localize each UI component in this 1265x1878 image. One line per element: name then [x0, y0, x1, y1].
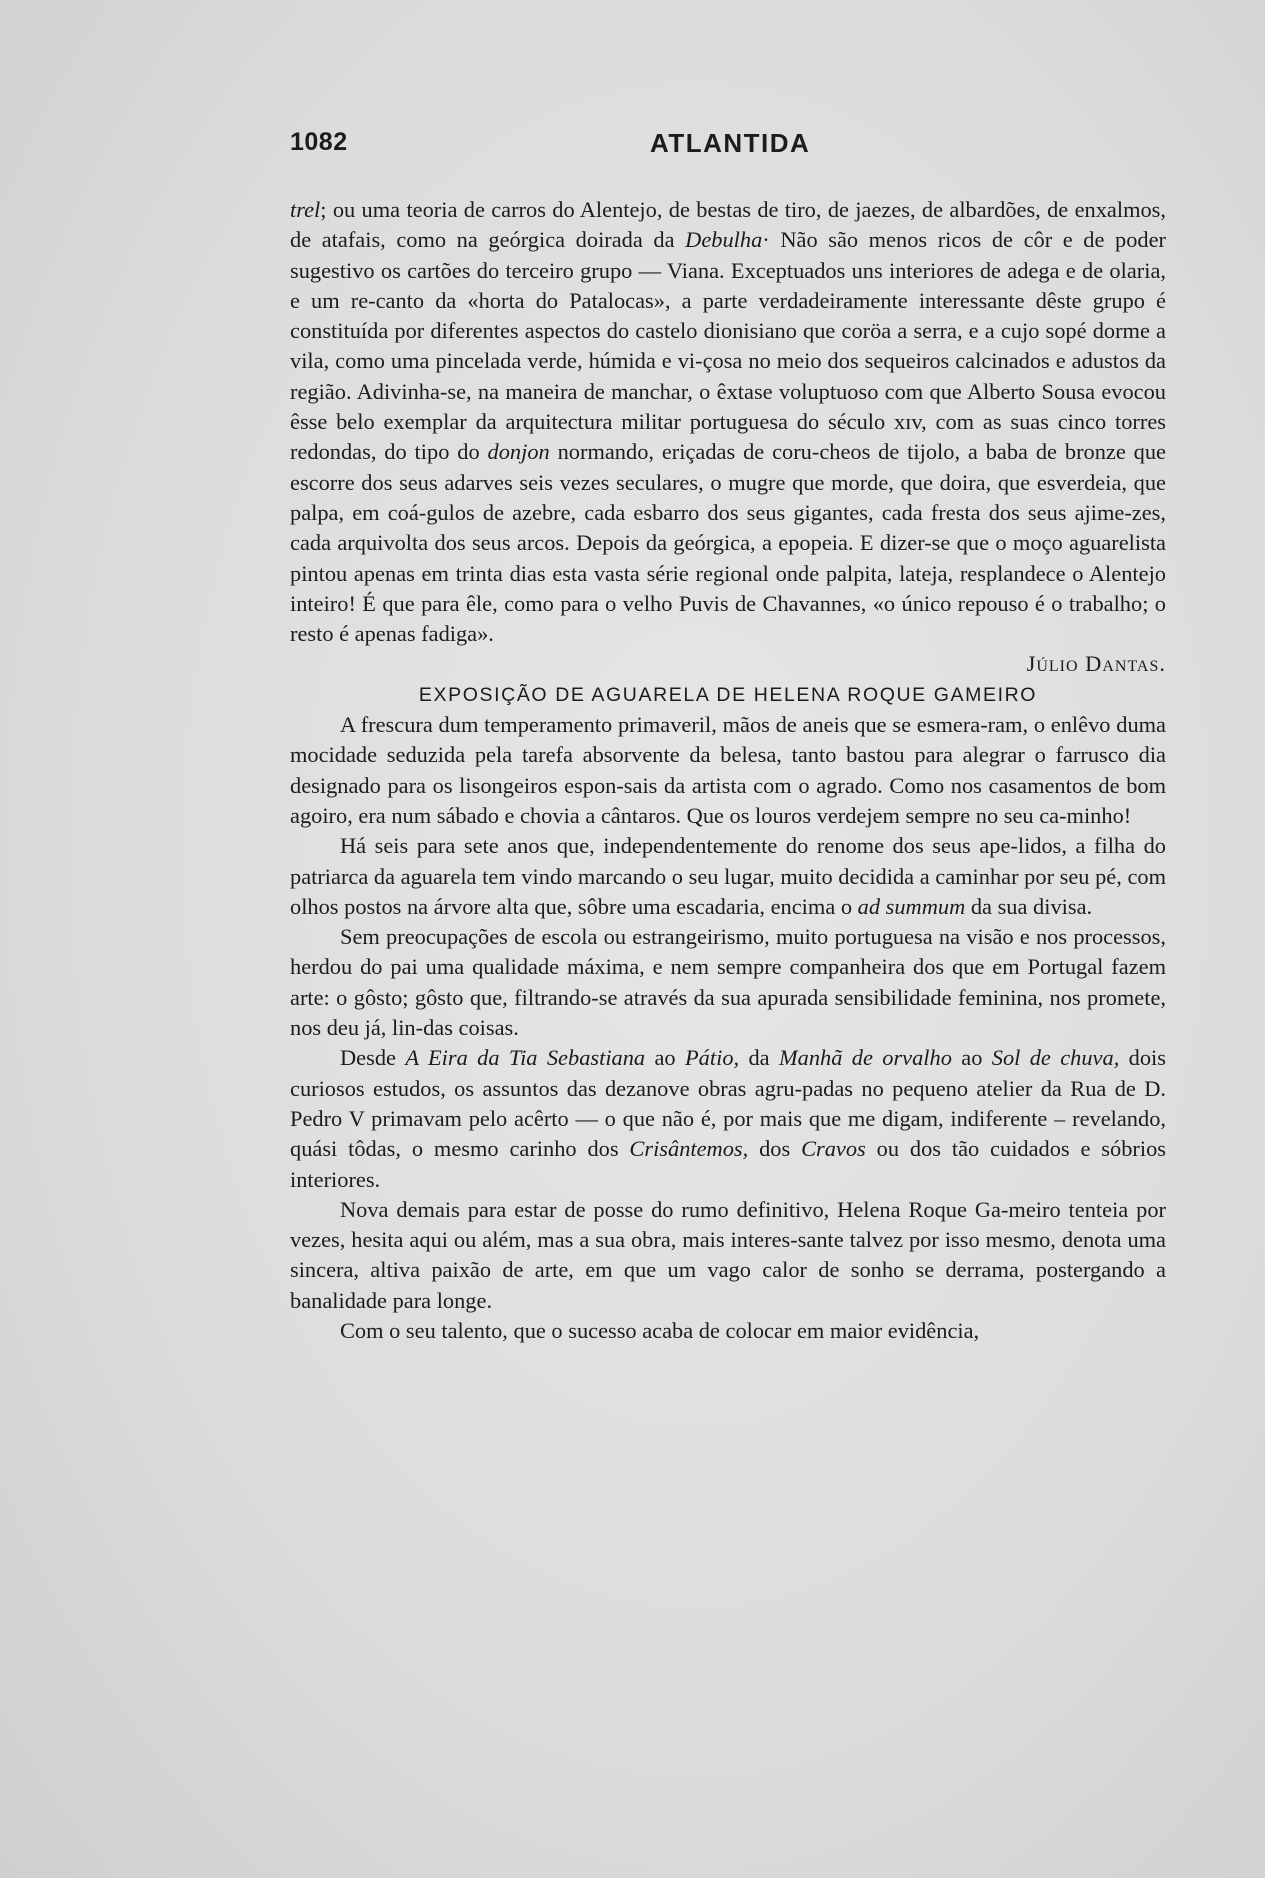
body-text [290, 195, 1166, 1346]
author-signature: Júlio Dantas. [1026, 651, 1166, 677]
running-title: ATLANTIDA [650, 128, 811, 158]
text-run: dois curiosos estudos, os assuntos das dezanove obras agru-padas no pequeno atelier da Rua de D. Pedro V primavam pelo acêrto — o que não é, por mais que me digam, indiferente – revelando, quási tôdas, o mesmo carinho dos [290, 1045, 1166, 1162]
text-run: ; ou uma teoria de carros do Alentejo, de bestas de tiro, de jaezes, de albardões, de enxalmos, de atafais, como na geórgica doirada da [290, 197, 1166, 253]
text-run: Sem preocupações de escola ou estrangeirismo, muito portuguesa na visão e nos processos, herdou do pai uma qualidade máxima, e nem sempre companheira dos que em Portugal fazem arte: o gôsto; gôsto que, filtrando-se através da sua apurada sensibilidade feminina, nos promete, nos deu já, lin-das coisas. [290, 924, 1166, 1041]
text-run: · Não são menos ricos de côr e de poder sugestivo os cartões do terceiro grupo — Viana. Exceptuados uns interiores de adega e de olaria, e um re-canto da «horta do Patalocas», a parte verdadeiramente interessante dêste grupo é constituída por diferentes aspectos do castelo dionisiano que coröa a serra, e a cujo sopé dorme a vila, como uma pincelada verde, húmida e vi-çosa no meio dos sequeiros calcinados e adustos da região. Adivinha-se, na maneira de manchar, o êxtase voluptuoso com que Alberto Sousa evocou êsse belo exemplar da arquitectura militar portuguesa do século xɪv, com as suas cinco torres redondas, do tipo do [290, 227, 1166, 465]
italic-run: Manhã de orvalho [778, 1045, 952, 1071]
page-header [290, 128, 1170, 168]
italic-run: Sol de chuva, [991, 1045, 1120, 1071]
italic-run: Crisântemos, [629, 1136, 749, 1162]
text-run: ou dos tão cuidados e sóbrios interiores. [290, 1136, 1167, 1192]
italic-run: A Eira da Tia Sebastiana [405, 1045, 646, 1071]
text-run: Há seis para sete anos que, independentemente do renome dos seus ape-lidos, a filha do patriarca da aguarela tem vindo marcando o seu lugar, muito decidida a caminhar por seu pé, com olhos postos na árvore alta que, sôbre uma escadaria, encima o [290, 833, 1166, 919]
article-paragraph [290, 195, 1166, 649]
text-run: dos [748, 1136, 802, 1162]
text-run: ao [951, 1045, 992, 1071]
italic-run: Debulha [685, 227, 763, 253]
text-run: normando, eriçadas de coru-cheos de tijolo, a baba de bronze que escorre dos seus adarves seis vezes seculares, o mugre que morde, que doira, que esverdeia, que palpa, em coá-gulos de azebre, cada esbarro dos seus gigantes, cada fresta dos seus ajime-zes, cada arquivolta dos seus arcos. Depois da geórgica, a epopeia. E dizer-se que o moço aguarelista pintou apenas em trinta dias esta vasta série regional onde palpita, lateja, resplandece o Alentejo inteiro! É que para êle, como para o velho Puvis de Chavannes, «o único repouso é o trabalho; o resto é apenas fadiga». [290, 439, 1166, 647]
text-run: da [739, 1045, 779, 1071]
article-paragraph [290, 710, 1166, 831]
article-paragraph [290, 1316, 1166, 1346]
article-paragraph [290, 922, 1166, 1043]
text-run: Com o seu talento, que o sucesso acaba de colocar em maior evidência, [340, 1317, 980, 1343]
article-paragraph [290, 1043, 1166, 1194]
italic-run: donjon [487, 439, 550, 465]
italic-run: Pátio, [685, 1045, 740, 1071]
article-paragraph [290, 831, 1166, 922]
italic-run: ad summum [857, 893, 966, 919]
text-run: da sua divisa. [965, 893, 1093, 919]
italic-run: trel [290, 197, 321, 222]
text-run: Nova demais para estar de posse do rumo definitivo, Helena Roque Ga-meiro tenteia por vezes, hesita aqui ou além, mas a sua obra, mais interes-sante talvez por isso mesmo, denota uma sincera, altiva paixão de arte, em que um vago calor de sonho se derrama, postergando a banalidade para longe. [290, 1196, 1166, 1313]
section-heading: EXPOSIÇÃO DE AGUARELA DE HELENA ROQUE GAMEIRO [418, 683, 1038, 706]
text-run: Desde [340, 1045, 406, 1071]
article-paragraph [290, 1195, 1166, 1316]
italic-run: Cravos [801, 1136, 866, 1162]
text-run: ao [645, 1045, 685, 1071]
page-number: 1082 [290, 128, 348, 156]
text-run: A frescura dum temperamento primaveril, mãos de aneis que se esmera-ram, o enlêvo duma mocidade seduzida pela tarefa absorvente da belesa, tanto bastou para alegrar o farrusco dia designado para os lisongeiros espon-sais da artista com o agrado. Como nos casamentos de bom agoiro, era num sábado e chovia a cântaros. Que os louros verdejem sempre no seu ca-minho! [290, 712, 1166, 828]
